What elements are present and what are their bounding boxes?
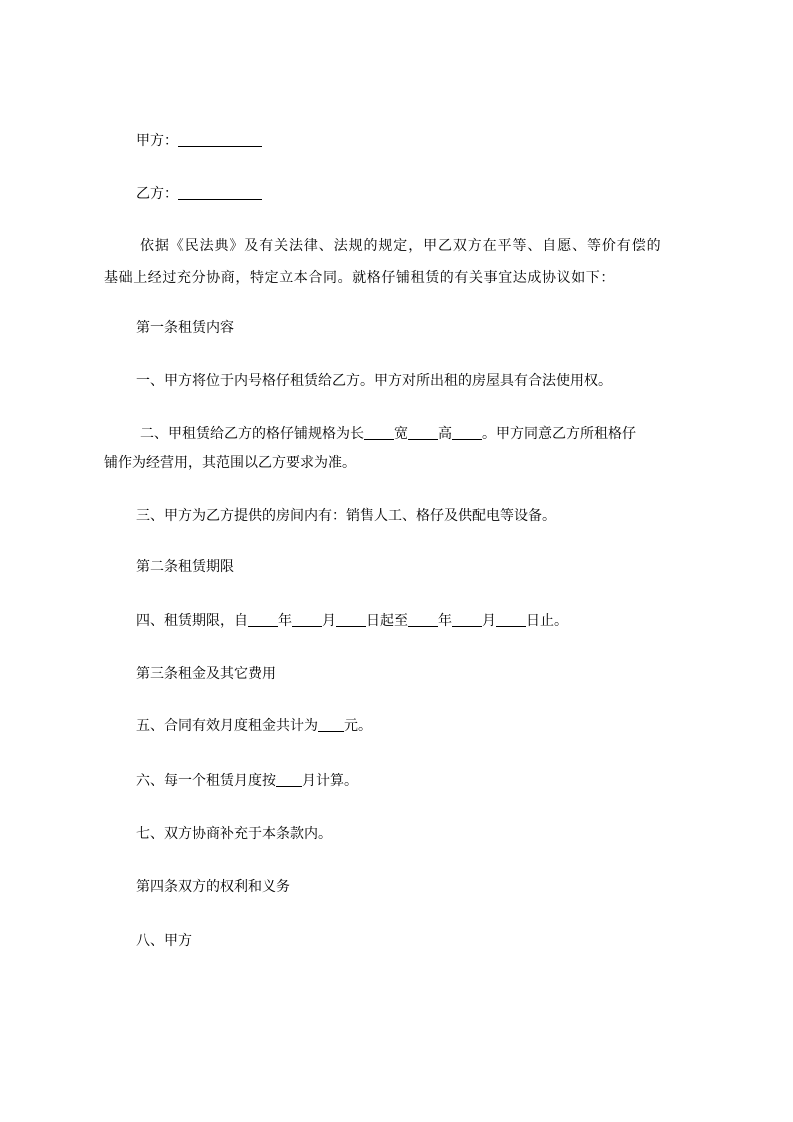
item-2-line-1 (140, 424, 636, 444)
item-4-month-label: 月 (322, 613, 336, 629)
item-4-blank-end-year (408, 612, 438, 627)
item-2-blank-length (364, 425, 394, 440)
article-3-title: 第三条租金及其它费用 (136, 666, 276, 682)
item-4-blank-start-month (292, 612, 322, 627)
article-2-title: 第二条租赁期限 (136, 559, 234, 575)
item-4-blank-end-month (452, 612, 482, 627)
item-2-text-d: 。甲方同意乙方所租格仔 (482, 426, 636, 442)
item-4-month-label-2: 月 (482, 613, 496, 629)
item-6 (136, 771, 358, 791)
item-1: 一、甲方将位于内号格仔租赁给乙方。甲方对所出租的房屋具有合法使用权。 (136, 373, 612, 389)
item-5-text-a: 五、合同有效月度租金共计为 (136, 718, 318, 734)
item-2-text-a: 二、甲租赁给乙方的格仔铺规格为长 (140, 426, 364, 442)
article-1-title: 第一条租赁内容 (136, 320, 234, 336)
item-4-text-a: 四、租赁期限，自 (136, 613, 248, 629)
item-8: 八、甲方 (136, 933, 192, 949)
item-4-year-label-2: 年 (438, 613, 452, 629)
item-6-blank-months (276, 772, 302, 787)
article-4-title: 第四条双方的权利和义务 (136, 879, 290, 895)
party-a-blank (178, 132, 262, 147)
item-7: 七、双方协商补充于本条款内。 (136, 826, 332, 842)
item-6-text-b: 月计算。 (302, 773, 358, 789)
item-5-text-b: 元。 (344, 718, 372, 734)
intro-line-2: 基础上经过充分协商，特定立本合同。就格仔铺租赁的有关事宜达成协议如下： (104, 270, 615, 286)
item-2-blank-width (408, 425, 438, 440)
item-2-text-b: 宽 (394, 426, 408, 442)
item-4-day-end-label: 日止。 (526, 613, 568, 629)
party-b-blank (178, 185, 262, 200)
item-4-day-start-label: 日起至 (366, 613, 408, 629)
item-4-blank-start-year (248, 612, 278, 627)
item-2-line-2: 铺作为经营用，其范围以乙方要求为准。 (104, 455, 356, 471)
item-4-blank-end-day (496, 612, 526, 627)
item-4-blank-start-day (336, 612, 366, 627)
intro-line-1: 依据《民法典》及有关法律、法规的规定，甲乙双方在平等、自愿、等价有偿的 (140, 238, 662, 254)
item-5-blank-amount (318, 717, 344, 732)
party-a-line (136, 131, 262, 151)
item-4 (136, 611, 568, 631)
item-5 (136, 716, 372, 736)
party-a-label: 甲方： (136, 133, 178, 149)
item-2-blank-height (452, 425, 482, 440)
item-4-year-label: 年 (278, 613, 292, 629)
party-b-label: 乙方： (136, 186, 178, 202)
item-6-text-a: 六、每一个租赁月度按 (136, 773, 276, 789)
item-3: 三、甲方为乙方提供的房间内有：销售人工、格仔及供配电等设备。 (136, 508, 556, 524)
item-2-text-c: 高 (438, 426, 452, 442)
party-b-line (136, 184, 262, 204)
